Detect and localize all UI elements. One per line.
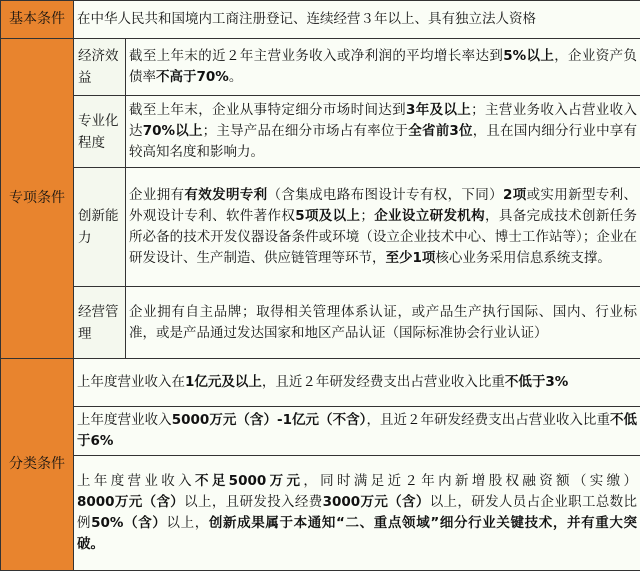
body-text: ，且近２年研发经费支出占营业收入比重 <box>366 412 610 429</box>
special-conditions-row-innovation <box>1 167 640 287</box>
emphasis-text: 至少1项 <box>385 250 436 267</box>
body-text: ；主营业务收入占营业收入达 <box>129 102 638 140</box>
body-text: 。 <box>228 69 243 86</box>
special-conditions-row-specialization <box>1 96 640 167</box>
emphasis-text: 5项及以上 <box>295 208 361 225</box>
emphasis-text: 3000万元（含） <box>322 494 430 511</box>
body-text: 以上，研发人员占企业职工总数比例 <box>77 494 638 532</box>
body-text: ；主导产品在细分市场占有率位于 <box>202 123 409 140</box>
emphasis-text: 企业设立研发机构 <box>373 208 486 225</box>
classified-conditions-row-2 <box>1 407 640 456</box>
emphasis-text: 3年及以上 <box>406 102 472 119</box>
emphasis-text: 50%（含） <box>91 515 167 532</box>
body-text: 企业拥有 <box>129 187 185 204</box>
emphasis-text: 8000万元（含） <box>77 494 185 511</box>
emphasis-text: 5000万元（含）-1亿元（不含） <box>171 412 367 429</box>
emphasis-text: 2项 <box>502 187 527 204</box>
classified-condition-3-text <box>74 456 640 571</box>
emphasis-text: 5%以上 <box>503 48 555 65</box>
body-text: ，且近２年研发经费支出占营业收入比重 <box>261 373 505 390</box>
subcategory-specialization: 专业化程度 <box>74 96 126 167</box>
subcategory-economic-benefit: 经济效益 <box>74 38 126 96</box>
economic-benefit-text <box>126 38 640 96</box>
innovation-text <box>126 167 640 287</box>
body-text: 或实用新型专利、外观设计专利、软件著作权 <box>129 187 638 225</box>
body-text: 截至上年末，企业从事特定细分市场时间达到 <box>129 102 406 119</box>
body-text: 上年度营业收入在 <box>77 373 185 390</box>
special-conditions-row-economic <box>1 38 640 96</box>
special-conditions-row-management <box>1 287 640 358</box>
body-text: 截至上年末的近２年主营业务收入或净利润的平均增长率达到 <box>129 48 504 65</box>
special-conditions-label: 专项条件 <box>1 38 74 358</box>
body-text: 上年度营业收入 <box>77 412 172 429</box>
basic-conditions-label: 基本条件 <box>1 1 74 39</box>
body-text: 上年度营业收入 <box>77 473 195 490</box>
emphasis-text: 全省前3位 <box>408 123 473 140</box>
classified-conditions-row-1 <box>1 358 640 407</box>
emphasis-text: 不高于70% <box>156 69 229 86</box>
emphasis-text: 不足5000万元 <box>194 473 304 490</box>
emphasis-text: 创新成果属于本通知“二、重点领域”细分行业关键技术，并有重大突破。 <box>77 515 638 553</box>
emphasis-text: 不低于6% <box>77 412 638 450</box>
specialization-text <box>126 96 640 167</box>
subcategory-management: 经营管理 <box>74 287 126 358</box>
body-text: ，同时满足近２年内新增股权融资额（实缴） <box>303 473 638 490</box>
basic-conditions-text: 在中华人民共和国境内工商注册登记、连续经营３年以上、具有独立法人资格 <box>74 1 640 39</box>
emphasis-text: 有效发明专利 <box>184 187 268 204</box>
body-text: ； <box>360 208 374 225</box>
emphasis-text: 70%以上 <box>142 123 203 140</box>
body-text: ，企业资产负债率 <box>129 48 637 86</box>
emphasis-text: 不低于3% <box>504 373 569 390</box>
subcategory-innovation: 创新能力 <box>74 167 126 287</box>
management-text <box>126 287 640 358</box>
basic-conditions-row <box>1 1 640 39</box>
classified-conditions-label: 分类条件 <box>1 358 74 570</box>
body-text: 企业拥有自主品牌；取得相关管理体系认证，或产品生产执行国际、国内、行业标准，或是产品通过发达国家和地区产品认证（国际标准协会行业认证） <box>129 303 637 341</box>
body-text: （含集成电路布图设计专有权，下同） <box>267 187 503 204</box>
emphasis-text: 1亿元及以上 <box>185 373 262 390</box>
classified-condition-1-text <box>74 358 640 407</box>
body-text: 以上， <box>166 515 209 532</box>
classified-conditions-row-3 <box>1 456 640 571</box>
body-text: 核心业务采用信息系统支撑。 <box>435 250 611 267</box>
body-text: ，具备完成技术创新任务所必备的技术开发仪器设备条件或环境（设立企业技术中心、博士工作站等）；企业在研发设计、生产制造、供应链管理等环节， <box>129 208 638 267</box>
classified-condition-2-text <box>74 407 640 456</box>
body-text: 以上，且研发投入经费 <box>184 494 323 511</box>
body-text: ，且在国内细分行业中享有较高知名度和影响力。 <box>129 123 638 161</box>
